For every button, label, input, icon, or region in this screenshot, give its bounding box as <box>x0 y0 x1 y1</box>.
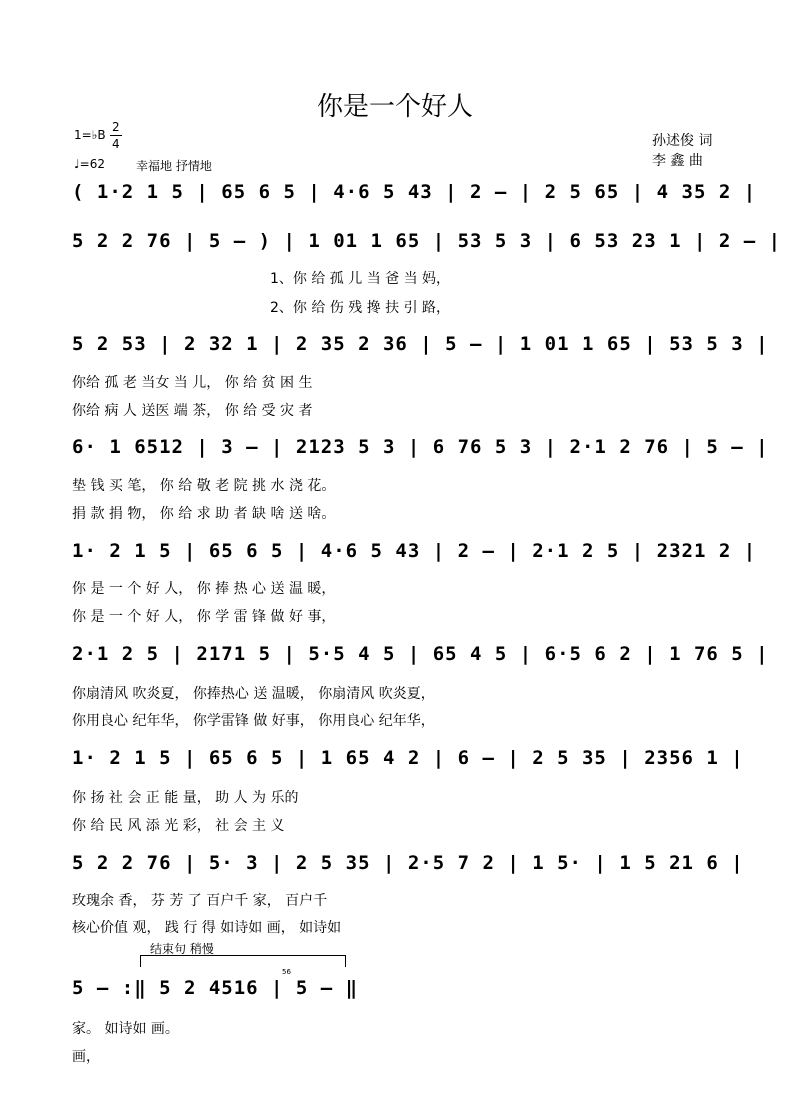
notation-system-3: 5 2 53 | 2 32 1 | 2 35 2 36 | 5 – | 1 01 1 65 | 53 5 3 | <box>72 333 769 355</box>
tempo-mark: ♩=62 <box>74 157 105 171</box>
composer: 李 鑫 曲 <box>652 153 703 169</box>
expression-mark: 幸福地 抒情地 <box>136 159 212 173</box>
lyric-line: 核心价值 观， 践 行 得 如诗如 画， 如诗如 <box>72 920 342 936</box>
meter-bottom: 4 <box>112 137 120 151</box>
lyric-line: 玫瑰余 香， 芬 芳 了 百户千 家， 百户千 <box>72 893 328 909</box>
notation-system-7: 1· 2 1 5 | 65 6 5 | 1 65 4 2 | 6 – | 2 5 35 | 2356 1 | <box>72 747 744 769</box>
ending-bracket-right <box>345 955 346 967</box>
lyric-line: 2、你 给 伤 残 搀 扶 引 路， <box>270 300 451 316</box>
key-signature: 1=♭B <box>74 128 106 142</box>
meter-line <box>110 135 122 136</box>
notation-system-8: 5 2 2 76 | 5· 3 | 2 5 35 | 2·5 7 2 | 1 5· | 1 5 21 6 | <box>72 852 744 874</box>
lyric-line: 捐 款 捐 物， 你 给 求 助 者 缺 啥 送 啥。 <box>72 506 336 522</box>
ending-label: 结束句 稍慢 <box>150 942 214 956</box>
ending-bracket-left <box>140 955 141 967</box>
lyric-line: 画， <box>72 1049 100 1065</box>
grace-note: 56 <box>282 968 291 976</box>
lyric-line: 你用良心 纪年华， 你学雷锋 做 好事， 你用良心 纪年华， <box>72 713 435 729</box>
lyric-line: 你 是 一 个 好 人， 你 捧 热 心 送 温 暖， <box>72 581 336 597</box>
lyric-line: 你 是 一 个 好 人， 你 学 雷 锋 做 好 事， <box>72 609 336 625</box>
lyric-line: 你给 孤 老 当女 当 儿， 你 给 贫 困 生 <box>72 375 313 391</box>
lyric-line: 垫 钱 买 笔， 你 给 敬 老 院 挑 水 浇 花。 <box>72 478 336 494</box>
notation-system-1: ( 1·2 1 5 | 65 6 5 | 4·6 5 43 | 2 – | 2 5 65 | 4 35 2 | <box>72 181 757 203</box>
notation-system-2: 5 2 2 76 | 5 – ) | 1 01 1 65 | 53 5 3 | 6 53 23 1 | 2 – | <box>72 230 782 252</box>
lyric-line: 家。 如诗如 画。 <box>72 1021 179 1037</box>
notation-system-6: 2·1 2 5 | 2171 5 | 5·5 4 5 | 65 4 5 | 6·5 6 2 | 1 76 5 | <box>72 643 769 665</box>
lyric-line: 1、你 给 孤 儿 当 爸 当 妈， <box>270 271 451 287</box>
notation-system-9: 5 – :‖ 5 2 4516 | 5 – ‖ <box>72 977 359 999</box>
meter-top: 2 <box>112 120 120 134</box>
lyric-line: 你 扬 社 会 正 能 量， 助 人 为 乐的 <box>72 790 299 806</box>
song-title: 你是一个好人 <box>316 92 473 122</box>
lyric-line: 你给 病 人 送医 端 茶， 你 给 受 灾 者 <box>72 403 313 419</box>
lyricist: 孙述俊 词 <box>652 133 713 149</box>
notation-system-4: 6· 1 6512 | 3 – | 2123 5 3 | 6 76 5 3 | 2·1 2 76 | 5 – | <box>72 436 769 458</box>
lyric-line: 你 给 民 风 添 光 彩， 社 会 主 义 <box>72 818 285 834</box>
notation-system-5: 1· 2 1 5 | 65 6 5 | 4·6 5 43 | 2 – | 2·1 2 5 | 2321 2 | <box>72 540 757 562</box>
lyric-line: 你扇清风 吹炎夏， 你捧热心 送 温暖， 你扇清风 吹炎夏， <box>72 686 435 702</box>
